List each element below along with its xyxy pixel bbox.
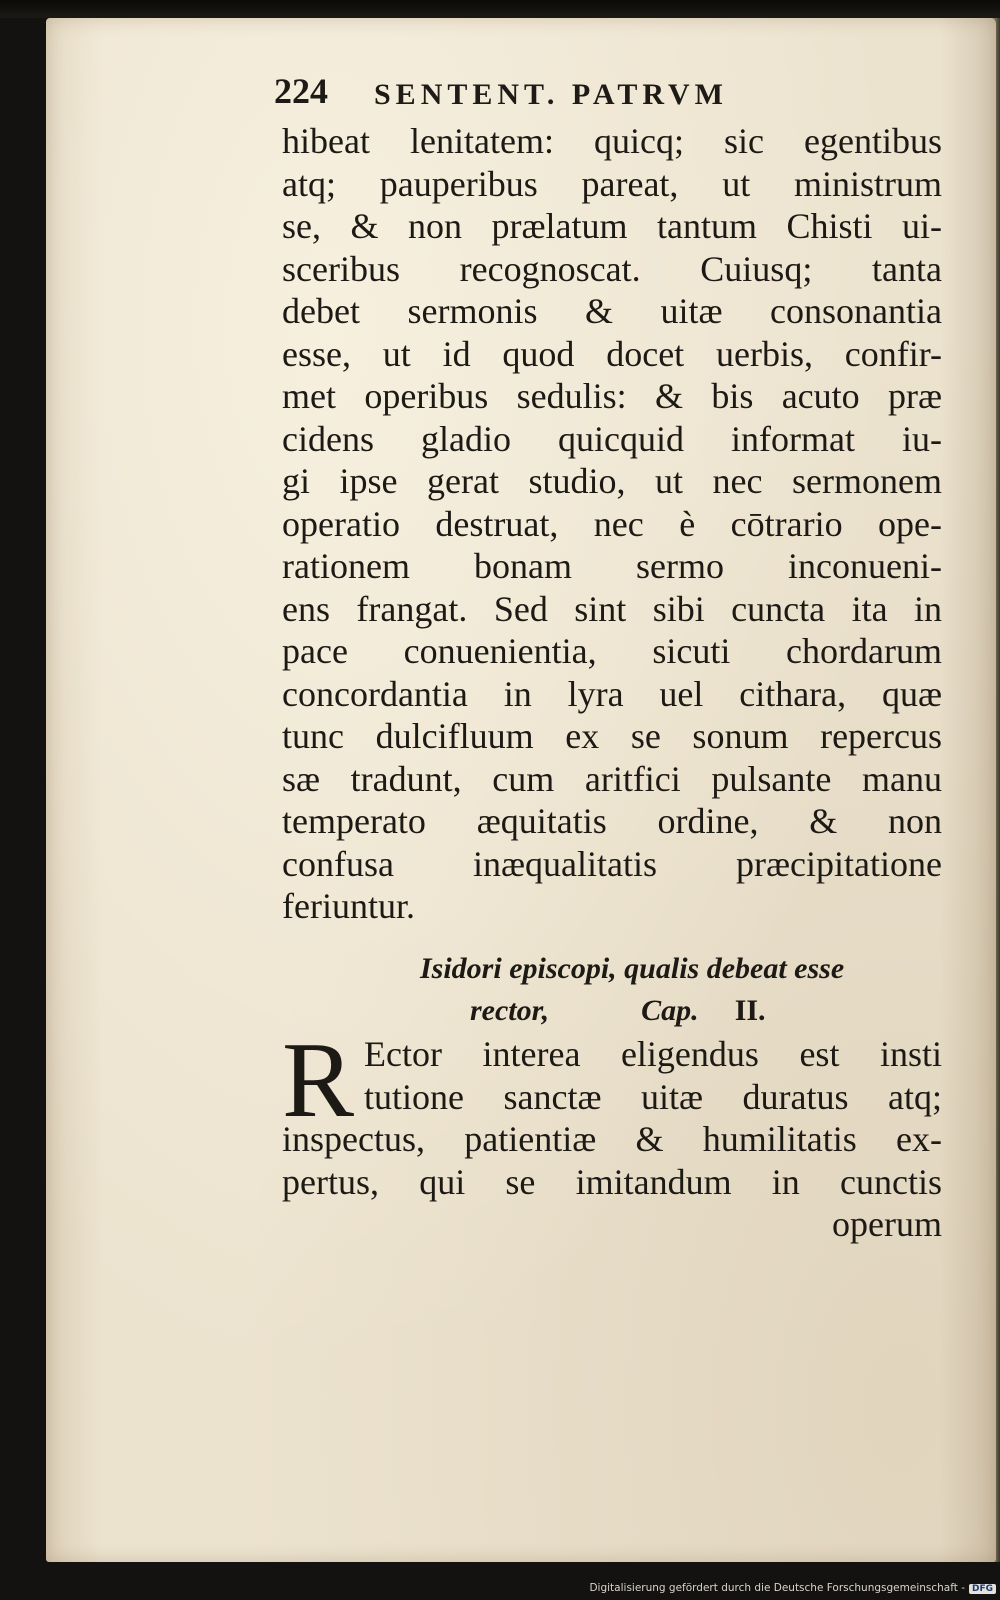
text-line: concordantia in lyra uel cithara, quæ: [282, 673, 942, 714]
text-line: sæ tradunt, cum aritfici pulsante manu: [282, 758, 942, 799]
text-line: gi ipse gerat studio, ut nec sermonem: [282, 461, 942, 501]
text-line: pertus, qui se imitandum in cunctis: [282, 1161, 942, 1202]
text-line: rationem bonam sermo inconueni-: [282, 546, 942, 586]
text-line: debet sermonis & uitæ consonantia: [282, 291, 942, 331]
chapter-heading: [282, 948, 942, 1032]
text-line: sceribus recognoscat. Cuiusq; tanta: [282, 248, 942, 289]
text-line: cidens gladio quicquid informat iu-: [282, 418, 942, 459]
text-line: met operibus sedulis: & bis acuto præ: [282, 376, 942, 416]
text-line: atq; pauperibus pareat, ut ministrum: [282, 163, 942, 204]
text-line: ens frangat. Sed sint sibi cuncta ita in: [282, 588, 942, 629]
page-header: [274, 60, 834, 112]
catchword: operum: [832, 1204, 942, 1244]
text-line: se, & non prælatum tantum Chisti ui-: [282, 206, 942, 246]
digitization-credit: [560, 1582, 996, 1598]
running-head: SENTENT. PATRVM: [374, 78, 728, 111]
paragraph-body-2: [282, 1021, 942, 1203]
text-line: tutione sanctæ uitæ duratus atq;: [364, 1076, 942, 1117]
text-line: confusa inæqualitatis præcipitatione: [282, 843, 942, 884]
text-line: temperato æquitatis ordine, & non: [282, 801, 942, 841]
paragraph-body-1: [282, 120, 942, 928]
page-number: 224: [274, 71, 328, 111]
text-line: pace conuenientia, sicuti chordarum: [282, 631, 942, 671]
text-line: esse, ut id quod docet uerbis, confir-: [282, 333, 942, 374]
chapter-cap-label: Cap.: [641, 994, 699, 1027]
text-line: feriuntur.: [282, 886, 415, 926]
text-line: tunc dulcifluum ex se sonum repercus: [282, 716, 942, 756]
scan-background-top: [0, 0, 1000, 18]
drop-capital: R: [282, 1021, 355, 1140]
chapter-title-word: rector,: [470, 994, 550, 1027]
dfg-logo: DFG: [969, 1584, 996, 1594]
text-line: Ector interea eligendus est insti: [364, 1034, 942, 1074]
credit-text: Digitalisierung gefördert durch die Deutsche Forschungsgemeinschaft -: [589, 1582, 965, 1594]
chapter-title-line: Isidori episcopi, qualis debeat esse: [420, 952, 845, 985]
chapter-title-line: [282, 990, 942, 1032]
text-line: inspectus, patientiæ & humilitatis ex-: [282, 1119, 942, 1159]
text-line: hibeat lenitatem: quicq; sic egentibus: [282, 121, 942, 161]
chapter-number: II.: [734, 994, 766, 1027]
text-line: operatio destruat, nec è cōtrario ope-: [282, 503, 942, 544]
